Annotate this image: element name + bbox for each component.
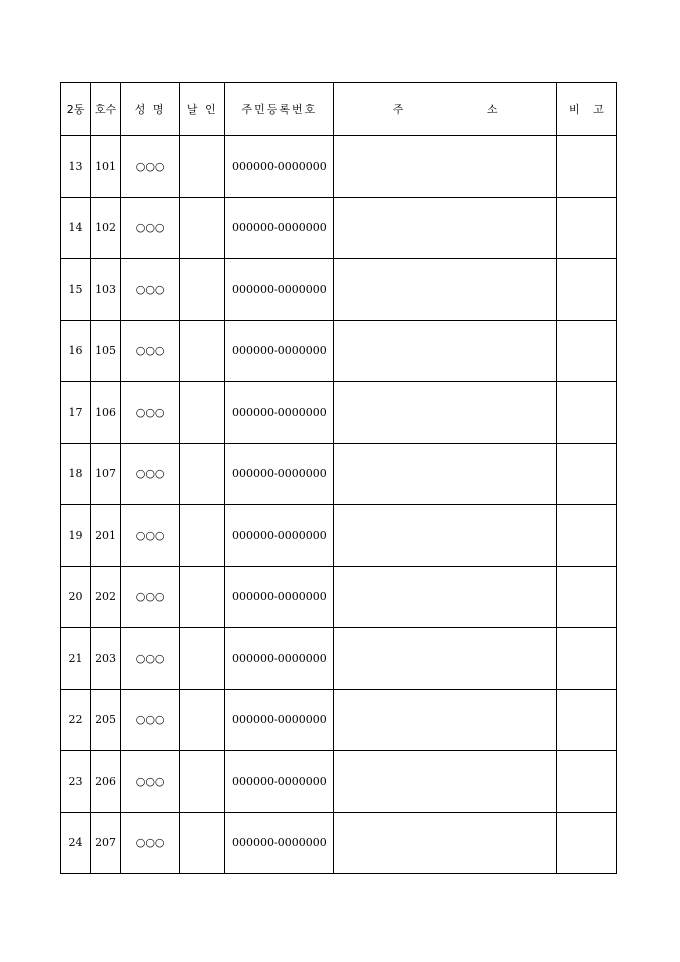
cell-ho: 103 xyxy=(91,259,121,321)
header-name: 성 명 xyxy=(121,83,180,136)
cell-ho: 203 xyxy=(91,628,121,690)
table-header-row xyxy=(61,83,617,136)
cell-ho: 106 xyxy=(91,382,121,444)
cell-seal xyxy=(180,259,225,321)
cell-ho: 201 xyxy=(91,505,121,567)
cell-address xyxy=(334,443,556,505)
cell-address xyxy=(334,689,556,751)
cell-dong: 15 xyxy=(61,259,91,321)
cell-name: ○○○ xyxy=(121,320,180,382)
cell-ho: 107 xyxy=(91,443,121,505)
cell-seal xyxy=(180,320,225,382)
cell-dong: 23 xyxy=(61,751,91,813)
cell-ho: 205 xyxy=(91,689,121,751)
cell-ho: 206 xyxy=(91,751,121,813)
cell-resident-id: 000000-0000000 xyxy=(225,136,334,198)
cell-note xyxy=(556,812,616,874)
cell-name: ○○○ xyxy=(121,689,180,751)
cell-note xyxy=(556,259,616,321)
cell-note xyxy=(556,197,616,259)
cell-address xyxy=(334,628,556,690)
cell-ho: 207 xyxy=(91,812,121,874)
cell-seal xyxy=(180,443,225,505)
table-row xyxy=(61,136,617,198)
cell-address xyxy=(334,136,556,198)
header-dong: 2동 xyxy=(61,83,91,136)
cell-ho: 101 xyxy=(91,136,121,198)
cell-resident-id: 000000-0000000 xyxy=(225,628,334,690)
cell-name: ○○○ xyxy=(121,505,180,567)
cell-ho: 105 xyxy=(91,320,121,382)
cell-dong: 13 xyxy=(61,136,91,198)
cell-resident-id: 000000-0000000 xyxy=(225,259,334,321)
cell-seal xyxy=(180,136,225,198)
cell-note xyxy=(556,320,616,382)
cell-name: ○○○ xyxy=(121,751,180,813)
cell-dong: 14 xyxy=(61,197,91,259)
cell-seal xyxy=(180,197,225,259)
cell-note xyxy=(556,443,616,505)
cell-resident-id: 000000-0000000 xyxy=(225,197,334,259)
cell-resident-id: 000000-0000000 xyxy=(225,320,334,382)
cell-resident-id: 000000-0000000 xyxy=(225,812,334,874)
cell-dong: 20 xyxy=(61,566,91,628)
cell-address xyxy=(334,812,556,874)
cell-note xyxy=(556,689,616,751)
table-body xyxy=(61,136,617,874)
cell-note xyxy=(556,628,616,690)
cell-ho: 102 xyxy=(91,197,121,259)
cell-address xyxy=(334,566,556,628)
table-row xyxy=(61,259,617,321)
header-note: 비 고 xyxy=(556,83,616,136)
cell-note xyxy=(556,505,616,567)
cell-name: ○○○ xyxy=(121,812,180,874)
cell-dong: 17 xyxy=(61,382,91,444)
cell-resident-id: 000000-0000000 xyxy=(225,566,334,628)
cell-name: ○○○ xyxy=(121,443,180,505)
cell-note xyxy=(556,382,616,444)
table-row xyxy=(61,382,617,444)
cell-address xyxy=(334,320,556,382)
cell-resident-id: 000000-0000000 xyxy=(225,505,334,567)
cell-seal xyxy=(180,751,225,813)
table-row xyxy=(61,812,617,874)
cell-seal xyxy=(180,505,225,567)
header-seal: 날 인 xyxy=(180,83,225,136)
cell-name: ○○○ xyxy=(121,197,180,259)
cell-address xyxy=(334,505,556,567)
cell-resident-id: 000000-0000000 xyxy=(225,689,334,751)
table-row xyxy=(61,689,617,751)
cell-dong: 19 xyxy=(61,505,91,567)
table-row xyxy=(61,751,617,813)
table-row xyxy=(61,320,617,382)
cell-seal xyxy=(180,566,225,628)
cell-name: ○○○ xyxy=(121,566,180,628)
cell-name: ○○○ xyxy=(121,259,180,321)
cell-address xyxy=(334,382,556,444)
cell-name: ○○○ xyxy=(121,628,180,690)
cell-address xyxy=(334,751,556,813)
cell-note xyxy=(556,136,616,198)
cell-seal xyxy=(180,812,225,874)
header-resident-id: 주민등록번호 xyxy=(225,83,334,136)
cell-name: ○○○ xyxy=(121,382,180,444)
resident-signature-sheet xyxy=(60,82,617,874)
table-row xyxy=(61,443,617,505)
cell-ho: 202 xyxy=(91,566,121,628)
table-row xyxy=(61,628,617,690)
table-row xyxy=(61,197,617,259)
table-row xyxy=(61,505,617,567)
cell-dong: 22 xyxy=(61,689,91,751)
cell-dong: 21 xyxy=(61,628,91,690)
resident-table xyxy=(60,82,617,874)
table-row xyxy=(61,566,617,628)
cell-address xyxy=(334,259,556,321)
cell-name: ○○○ xyxy=(121,136,180,198)
cell-address xyxy=(334,197,556,259)
cell-note xyxy=(556,566,616,628)
header-address: 주 소 xyxy=(334,83,556,136)
cell-seal xyxy=(180,382,225,444)
cell-resident-id: 000000-0000000 xyxy=(225,443,334,505)
cell-dong: 16 xyxy=(61,320,91,382)
header-ho: 호수 xyxy=(91,83,121,136)
cell-dong: 18 xyxy=(61,443,91,505)
cell-dong: 24 xyxy=(61,812,91,874)
cell-note xyxy=(556,751,616,813)
cell-seal xyxy=(180,689,225,751)
cell-resident-id: 000000-0000000 xyxy=(225,382,334,444)
cell-resident-id: 000000-0000000 xyxy=(225,751,334,813)
cell-seal xyxy=(180,628,225,690)
